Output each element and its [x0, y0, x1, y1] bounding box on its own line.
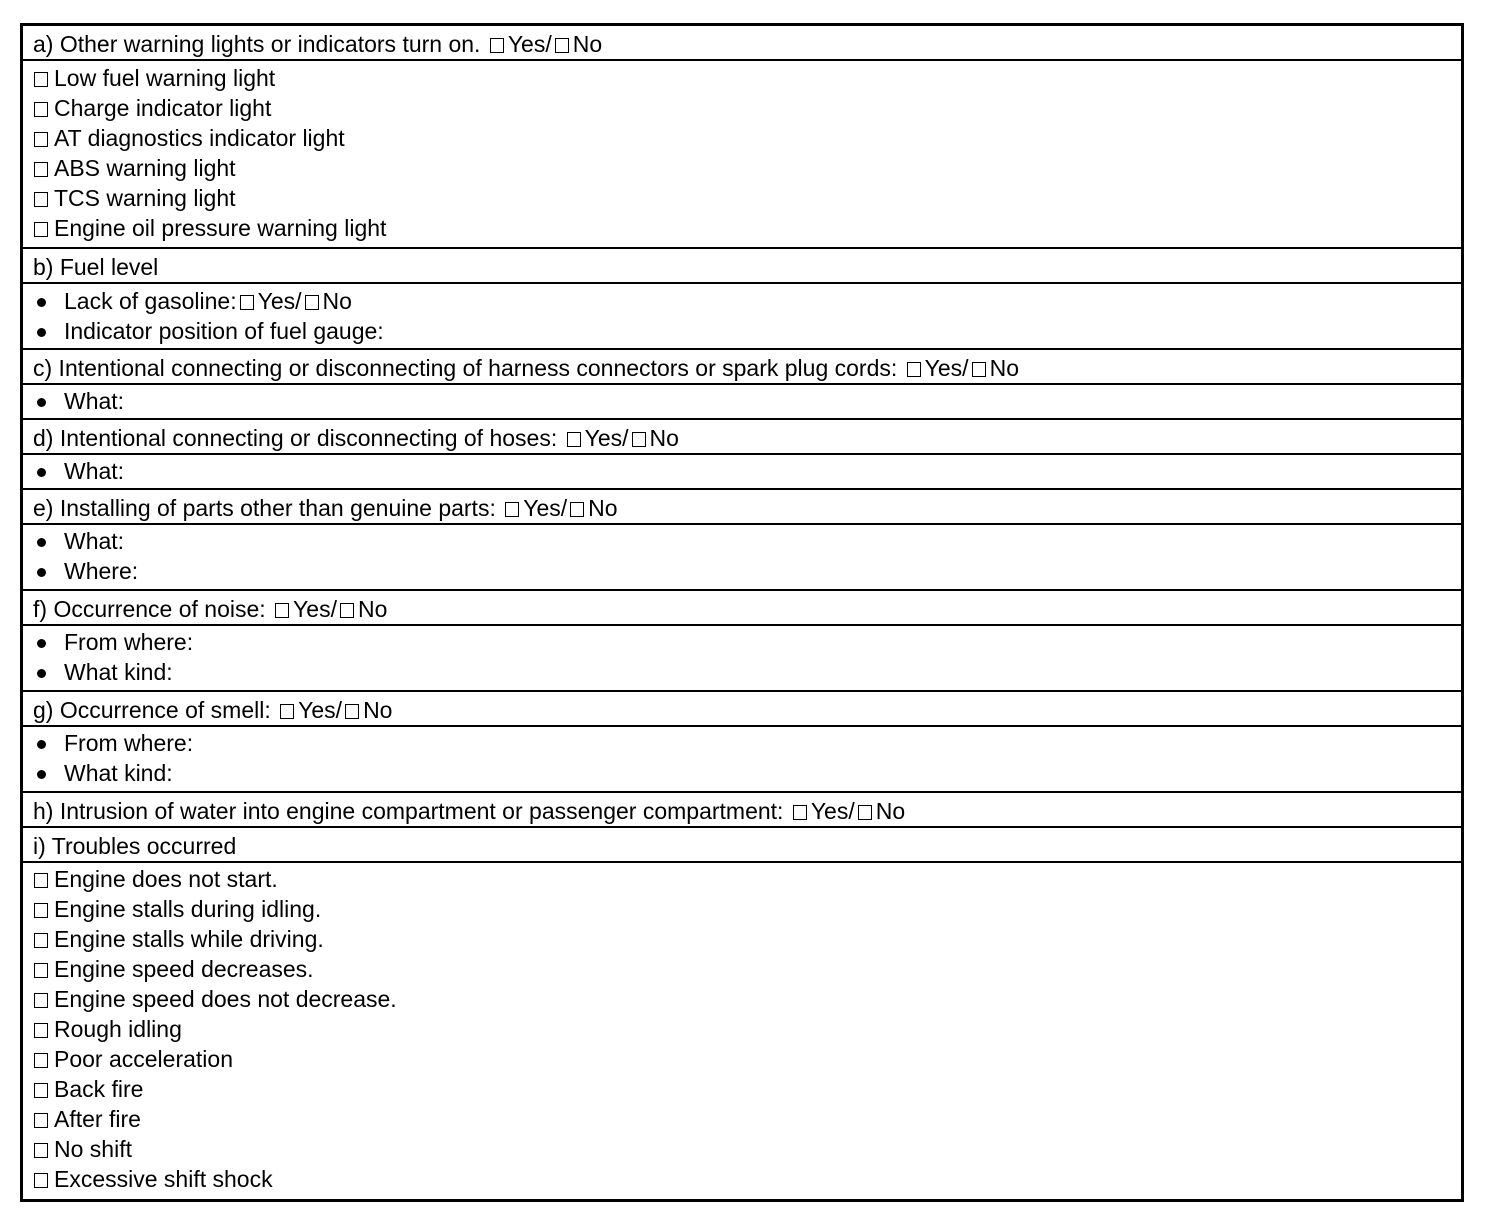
bullet-icon: [37, 298, 46, 307]
checkbox[interactable]: [34, 1113, 48, 1128]
yes-checkbox[interactable]: [275, 603, 289, 618]
list-item: [33, 954, 1451, 984]
item-label: After fire: [54, 1106, 141, 1132]
item-label: From where:: [64, 629, 194, 655]
item-label: ABS warning light: [54, 155, 236, 181]
item-label: Engine stalls while driving.: [54, 926, 324, 952]
section-c-title: c) Intentional connecting or disconnecting of harness connectors or spark plug cords:: [33, 355, 898, 381]
checkbox[interactable]: [34, 1173, 48, 1188]
bullet-icon: [37, 328, 46, 337]
bullet-icon: [37, 639, 46, 648]
yes-checkbox[interactable]: [505, 502, 519, 517]
item-label: What:: [64, 458, 125, 484]
checkbox[interactable]: [34, 1143, 48, 1158]
item-label: Engine stalls during idling.: [54, 896, 322, 922]
no-label: No: [363, 697, 393, 723]
section-e-title: e) Installing of parts other than genuine parts:: [33, 495, 496, 521]
yes-label: Yes/: [523, 495, 568, 521]
yes-label: Yes/: [257, 288, 302, 314]
bullet-icon: [37, 468, 46, 477]
yes-checkbox[interactable]: [907, 362, 921, 377]
list-item: [33, 1134, 1451, 1164]
no-label: No: [649, 425, 679, 451]
no-label: No: [989, 355, 1019, 381]
item-label: Back fire: [54, 1076, 144, 1102]
yes-label: Yes/: [924, 355, 969, 381]
list-item: [33, 1044, 1451, 1074]
section-f-items: [23, 626, 1461, 692]
yes-label: Yes/: [293, 596, 337, 622]
yes-label: Yes/: [507, 31, 552, 57]
list-item: [33, 627, 1451, 657]
checkbox[interactable]: [34, 933, 48, 948]
yes-checkbox[interactable]: [793, 805, 807, 820]
checkbox[interactable]: [34, 1053, 48, 1068]
item-label: TCS warning light: [54, 185, 236, 211]
checkbox[interactable]: [34, 963, 48, 978]
list-item: [33, 286, 1451, 316]
bullet-icon: [37, 740, 46, 749]
section-e-header: [23, 490, 1461, 525]
bullet-icon: [37, 398, 46, 407]
item-label: No shift: [54, 1136, 132, 1162]
yes-label: Yes/: [298, 697, 343, 723]
checkbox[interactable]: [34, 873, 48, 888]
list-item: [33, 93, 1451, 123]
no-label: No: [322, 288, 352, 314]
no-label: No: [875, 798, 906, 824]
list-item: [33, 386, 1451, 416]
yes-label: Yes/: [584, 425, 629, 451]
checkbox[interactable]: [34, 102, 48, 117]
section-a-items: [23, 61, 1461, 249]
section-f-header: [23, 591, 1461, 626]
diagnosis-checklist-form: [20, 23, 1464, 1202]
no-label: No: [357, 596, 388, 622]
yes-label: Yes/: [810, 798, 855, 824]
item-label: AT diagnostics indicator light: [54, 125, 345, 151]
section-d-header: [23, 420, 1461, 455]
item-label: Lack of gasoline:: [64, 288, 237, 314]
section-g-title: g) Occurrence of smell:: [33, 697, 271, 723]
section-e-items: [23, 525, 1461, 591]
section-c-header: [23, 350, 1461, 385]
no-label: No: [572, 31, 603, 57]
section-c-items: [23, 385, 1461, 420]
yes-checkbox[interactable]: [280, 704, 294, 719]
list-item: [33, 864, 1451, 894]
checkbox[interactable]: [34, 903, 48, 918]
list-item: [33, 213, 1451, 243]
list-item: [33, 1014, 1451, 1044]
no-checkbox[interactable]: [345, 704, 359, 719]
list-item: [33, 526, 1451, 556]
list-item: [33, 728, 1451, 758]
section-b-title: b) Fuel level: [33, 254, 159, 280]
section-f-title: f) Occurrence of noise:: [33, 596, 266, 622]
list-item: [33, 316, 1451, 346]
yes-checkbox[interactable]: [240, 295, 254, 310]
item-label: What:: [64, 528, 125, 554]
item-label: What:: [64, 388, 125, 414]
section-g-items: [23, 727, 1461, 793]
no-checkbox[interactable]: [858, 805, 872, 820]
checkbox[interactable]: [34, 132, 48, 147]
list-item: [33, 1074, 1451, 1104]
list-item: [33, 123, 1451, 153]
bullet-icon: [37, 669, 46, 678]
item-label: What kind:: [64, 760, 173, 786]
item-label: Where:: [64, 558, 139, 584]
item-label: Engine speed does not decrease.: [54, 986, 397, 1012]
item-label: Excessive shift shock: [54, 1166, 273, 1192]
list-item: [33, 924, 1451, 954]
no-checkbox[interactable]: [632, 432, 646, 447]
checkbox[interactable]: [34, 192, 48, 207]
list-item: [33, 758, 1451, 788]
list-item: [33, 894, 1451, 924]
no-label: No: [588, 495, 618, 521]
checkbox[interactable]: [34, 1083, 48, 1098]
no-checkbox[interactable]: [305, 295, 319, 310]
item-label: Poor acceleration: [54, 1046, 233, 1072]
section-b-items: [23, 284, 1461, 350]
no-checkbox[interactable]: [340, 603, 354, 618]
no-checkbox[interactable]: [555, 38, 569, 53]
no-checkbox[interactable]: [570, 502, 584, 517]
no-checkbox[interactable]: [972, 362, 986, 377]
list-item: [33, 153, 1451, 183]
checkbox[interactable]: [34, 222, 48, 237]
item-label: Engine speed decreases.: [54, 956, 314, 982]
item-label: Rough idling: [54, 1016, 182, 1042]
yes-checkbox[interactable]: [567, 432, 581, 447]
section-a-title: a) Other warning lights or indicators turn on.: [33, 31, 481, 57]
checkbox[interactable]: [34, 1023, 48, 1038]
list-item: [33, 657, 1451, 687]
section-h-title: h) Intrusion of water into engine compartment or passenger compartment:: [33, 798, 784, 824]
item-label: Engine does not start.: [54, 866, 278, 892]
checkbox[interactable]: [34, 162, 48, 177]
bullet-icon: [37, 538, 46, 547]
item-label: What kind:: [64, 659, 173, 685]
checkbox[interactable]: [34, 993, 48, 1008]
list-item: [33, 1104, 1451, 1134]
bullet-icon: [37, 568, 46, 577]
list-item: [33, 984, 1451, 1014]
section-a-header: [23, 26, 1461, 61]
section-h-header: [23, 793, 1461, 828]
section-g-header: [23, 692, 1461, 727]
list-item: [33, 456, 1451, 486]
section-d-items: [23, 455, 1461, 490]
section-d-title: d) Intentional connecting or disconnecting of hoses:: [33, 425, 558, 451]
item-label: Charge indicator light: [54, 95, 272, 121]
section-i-title: i) Troubles occurred: [33, 833, 237, 859]
list-item: [33, 556, 1451, 586]
item-label: From where:: [64, 730, 194, 756]
checkbox[interactable]: [34, 72, 48, 87]
list-item: [33, 183, 1451, 213]
bullet-icon: [37, 770, 46, 779]
yes-checkbox[interactable]: [490, 38, 504, 53]
section-i-items: [23, 863, 1461, 1199]
list-item: [33, 1164, 1451, 1194]
item-label: Engine oil pressure warning light: [54, 215, 387, 241]
section-i-header: [23, 828, 1461, 863]
list-item: [33, 63, 1451, 93]
item-label: Indicator position of fuel gauge:: [64, 318, 384, 344]
item-label: Low fuel warning light: [54, 65, 276, 91]
section-b-header: [23, 249, 1461, 284]
